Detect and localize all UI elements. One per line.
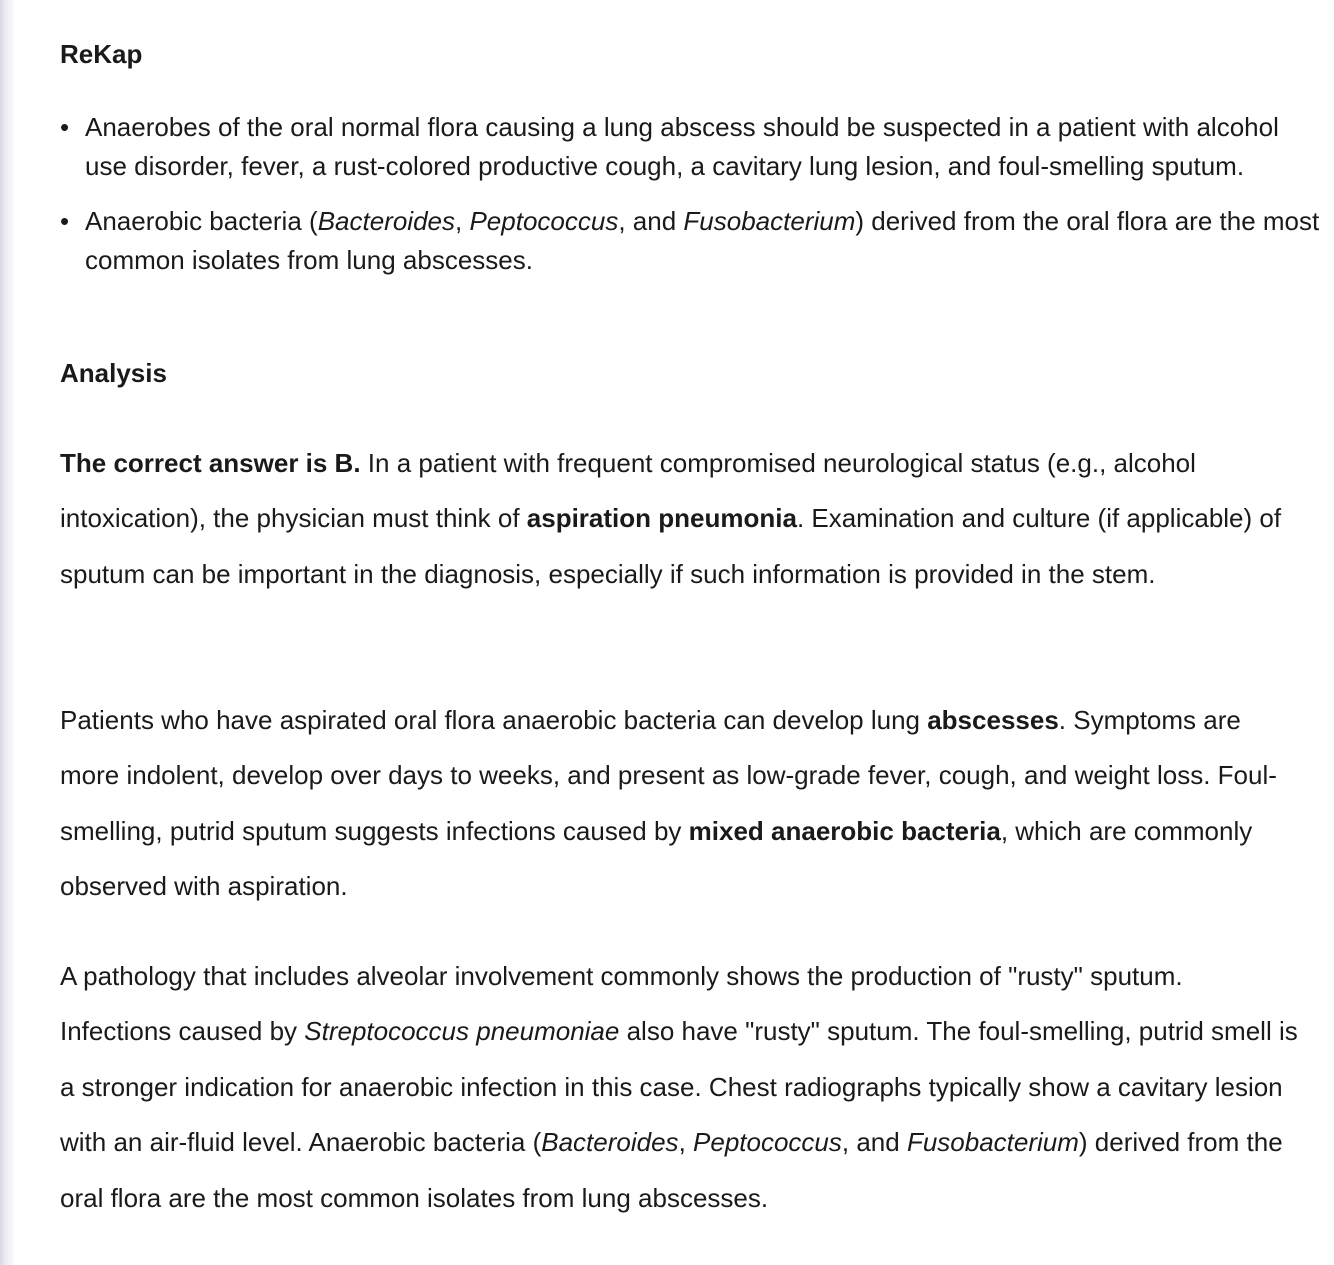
left-window-edge (0, 0, 16, 1265)
bold-term: abscesses (927, 705, 1059, 735)
organism-name: Bacteroides (317, 206, 455, 236)
organism-name: Peptococcus (693, 1127, 842, 1158)
separator-text: , (455, 206, 470, 236)
analysis-paragraph-1 (60, 436, 1300, 602)
rekap-bullet-item (60, 108, 1326, 185)
rekap-heading: ReKap (60, 39, 143, 69)
paragraph-text: A pathology that includes alveolar involvement commonly shows the production of "rusty" sputum. Infections caused by (60, 961, 1183, 1047)
paragraph-text: Patients who have aspirated oral flora anaerobic bacteria can develop lung (60, 705, 928, 735)
correct-answer-lead: The correct answer is B. (60, 448, 361, 478)
paragraph-text: , (678, 1127, 694, 1158)
paragraph-text: also have "rusty" sputum. The foul-smelling, putrid smell is a stronger indication for anaerobic infection in this case. Chest radiographs typically show a cavitary lesion with an air-fluid level. Anaerobic bacteria ( (60, 1016, 1298, 1158)
paragraph-text: , and (841, 1127, 907, 1158)
paragraph-text: . Symptoms are more indolent, develop over days to weeks, and present as low-grade fever, cough, and weight loss. Foul-smelling, putrid sputum suggests infections caused by (60, 705, 1277, 846)
paragraph-text: , which are commonly observed with aspiration. (60, 815, 1253, 902)
bold-term: mixed anaerobic bacteria (688, 815, 1001, 846)
separator-text: , and (618, 206, 684, 236)
paragraph-text: ) derived from the oral flora are the most common isolates from lung abscesses. (60, 1127, 1283, 1213)
rekap-bullet-item (60, 202, 1326, 279)
organism-name: Fusobacterium (906, 1127, 1079, 1158)
bold-term: aspiration pneumonia (526, 503, 797, 534)
analysis-paragraph-3 (60, 949, 1300, 1226)
rekap-list (60, 108, 1326, 296)
bullet-icon: • (60, 206, 70, 236)
organism-name: Fusobacterium (683, 206, 856, 236)
organism-name: Peptococcus (469, 206, 619, 236)
rekap-bullet-text-post: ) derived from the oral flora are the most common isolates from lung abscesses. (85, 206, 1320, 275)
bullet-icon: • (60, 112, 70, 142)
rekap-bullet-text-pre: Anaerobic bacteria ( (85, 206, 318, 236)
paragraph-text: In a patient with frequent compromised neurological status (e.g., alcohol intoxication), the physician must think of (60, 448, 1196, 534)
organism-name: Streptococcus pneumoniae (304, 1016, 620, 1047)
rekap-bullet-text: Anaerobes of the oral normal flora causing a lung abscess should be suspected in a patient with alcohol use disorder, fever, a rust-colored productive cough, a cavitary lung lesion, and foul-smelling sputum. (85, 112, 1279, 181)
paragraph-text: . Examination and culture (if applicable) of sputum can be important in the diagnosis, especially if such information is provided in the stem. (60, 503, 1282, 589)
organism-name: Bacteroides (541, 1127, 679, 1158)
analysis-paragraph-2 (60, 693, 1300, 915)
analysis-heading: Analysis (60, 358, 167, 388)
